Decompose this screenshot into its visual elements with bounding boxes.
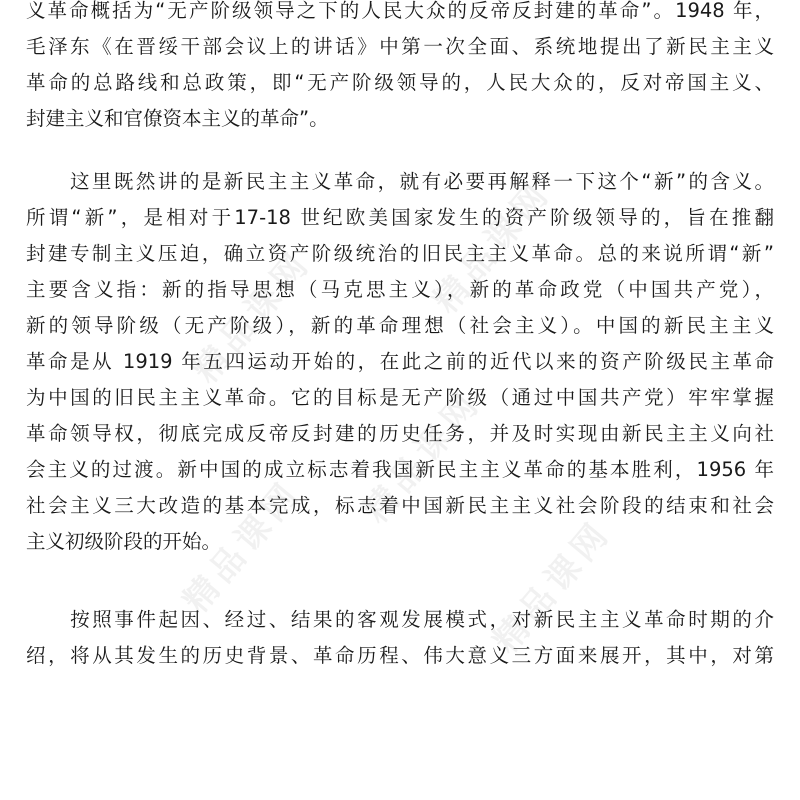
text-line: 主义初级阶段的开始。 [26, 530, 222, 553]
watermark: 精品课网 [355, 382, 490, 531]
text-line: 新的领导阶级（无产阶级），新的革命理想（社会主义）。中国的新民主主义 [26, 314, 774, 337]
text-line: 毛泽东《在晋绥干部会议上的讲话》中第一次全面、系统地提出了新民主主义 [26, 35, 774, 58]
text-line: 绍，将从其发生的历史背景、革命历程、伟大意义三方面来展开，其中，对第 [26, 644, 774, 667]
text-line: 革命是从 1919 年五四运动开始的，在此之前的近代以来的资产阶级民主革命 [26, 350, 774, 373]
watermark: 精品课网 [185, 242, 320, 391]
text-line: 义革命概括为“无产阶级领导之下的人民大众的反帝反封建的革命”。1948 年， [26, 0, 774, 22]
paragraph-2 [26, 164, 774, 560]
text-line: 会主义的过渡。新中国的成立标志着我国新民主主义革命的基本胜利，1956 年 [26, 458, 774, 481]
text-line: 封建专制主义压迫，确立资产阶级统治的旧民主主义革命。总的来说所谓“新” [26, 242, 774, 265]
text-line: 封建主义和官僚资本主义的革命”。 [26, 107, 329, 130]
text-line: 按照事件起因、经过、结果的客观发展模式，对新民主主义革命时期的介 [26, 608, 774, 631]
watermark: 精品课网 [425, 172, 560, 321]
paragraph-1 [26, 0, 774, 137]
watermark: 精品课网 [485, 512, 620, 661]
text-line: 革命的总路线和总政策，即“无产阶级领导的，人民大众的，反对帝国主义、 [26, 71, 774, 94]
text-line: 这里既然讲的是新民主主义革命，就有必要再解释一下这个“新”的含义。 [26, 170, 774, 193]
text-line: 主要含义指：新的指导思想（马克思主义），新的革命政党（中国共产党）， [26, 278, 774, 301]
paragraph-3 [26, 602, 774, 674]
text-line: 为中国的旧民主主义革命。它的目标是无产阶级（通过中国共产党）牢牢掌握 [26, 386, 774, 409]
text-line: 所谓“新”，是相对于17-18 世纪欧美国家发生的资产阶级领导的，旨在推翻 [26, 206, 774, 229]
text-line: 社会主义三大改造的基本完成，标志着中国新民主主义社会阶段的结束和社会 [26, 494, 774, 517]
watermark: 精品课网 [175, 472, 310, 621]
text-line: 革命领导权，彻底完成反帝反封建的历史任务，并及时实现由新民主主义向社 [26, 422, 774, 445]
